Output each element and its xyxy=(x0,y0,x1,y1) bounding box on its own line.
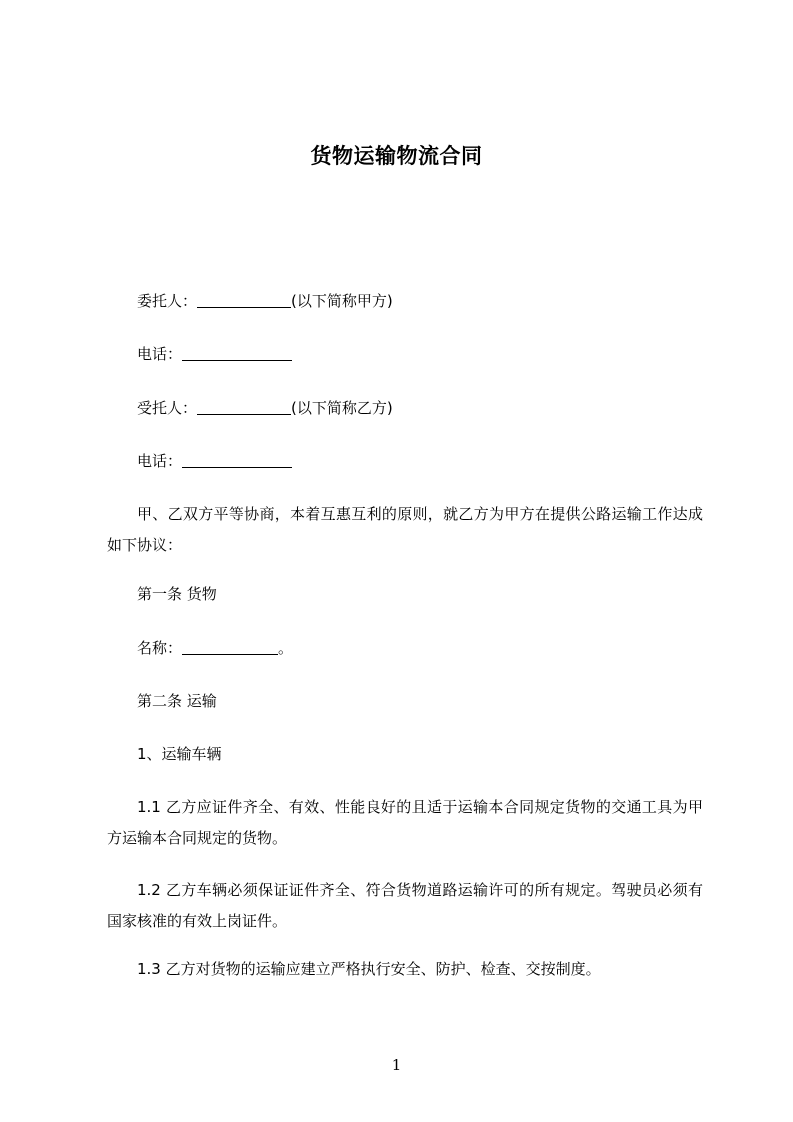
client-label: 委托人： xyxy=(137,292,198,310)
subsection-vehicles: 1、运输车辆 xyxy=(137,745,222,763)
client-phone-blank xyxy=(182,346,292,361)
contractor-suffix: (以下简称乙方) xyxy=(291,399,393,417)
goods-name-label: 名称： xyxy=(137,639,183,657)
client-line xyxy=(137,291,393,311)
clause-1-2: 1.2 乙方车辆必须保证证件齐全、符合货物道路运输许可的所有规定。驾驶员必须有国家核准的有效上岗证件。 xyxy=(107,881,703,930)
clause-1-3: 1.3 乙方对货物的运输应建立严格执行安全、防护、检查、交按制度。 xyxy=(137,960,601,978)
article1-heading: 第一条 货物 xyxy=(137,585,217,603)
contractor-label: 受托人： xyxy=(137,399,198,417)
client-phone-line xyxy=(137,344,292,364)
article2-heading: 第二条 运输 xyxy=(137,692,217,710)
client-suffix: (以下简称甲方) xyxy=(291,292,393,310)
clause-1-1: 1.1 乙方应证件齐全、有效、性能良好的且适于运输本合同规定货物的交通工具为甲方运输本合同规定的货物。 xyxy=(107,798,703,847)
contractor-phone-label: 电话： xyxy=(137,452,183,470)
goods-name-line xyxy=(137,638,293,658)
client-blank xyxy=(197,293,291,308)
contractor-phone-line xyxy=(137,451,292,471)
page-number: 1 xyxy=(391,1056,402,1074)
contractor-blank xyxy=(197,400,291,415)
contractor-line xyxy=(137,398,393,418)
contractor-phone-blank xyxy=(182,453,292,468)
goods-name-suffix: 。 xyxy=(278,639,294,657)
intro-paragraph: 甲、乙双方平等协商，本着互惠互利的原则，就乙方为甲方在提供公路运输工作达成如下协议： xyxy=(107,505,703,554)
goods-name-blank xyxy=(182,640,278,655)
client-phone-label: 电话： xyxy=(137,345,183,363)
document-title: 货物运输物流合同 xyxy=(310,144,483,168)
